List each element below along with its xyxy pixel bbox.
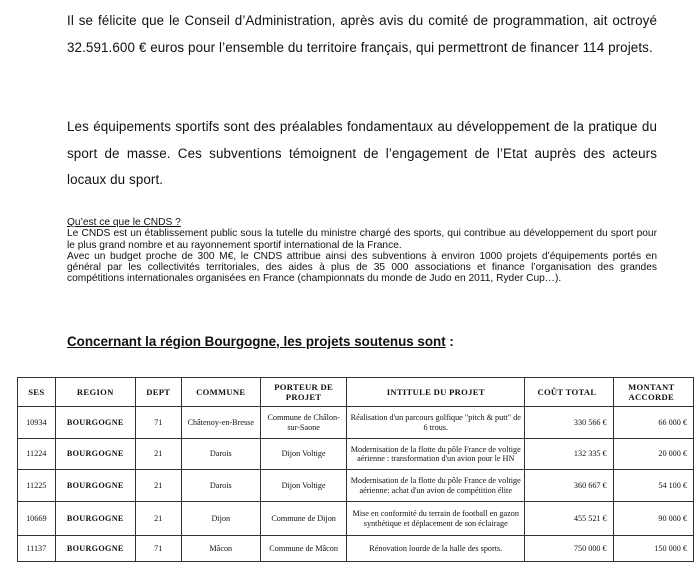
cell-porteur: Dijon Voltige <box>260 470 346 502</box>
cell-montant: 90 000 € <box>613 502 693 536</box>
cell-region: BOURGOGNE <box>55 470 135 502</box>
table-row <box>18 502 694 536</box>
header-ses: SES <box>18 378 56 407</box>
header-montant: MONTANT ACCORDE <box>613 378 693 407</box>
paragraph-equipment: Les équipements sportifs sont des préalables fondamentaux au développement de la pratique du sport de masse. Ces subventions témoignent de l’engagement de l’Etat auprès des acteurs locaux du sport. <box>67 119 657 187</box>
cell-porteur: Commune de Dijon <box>260 502 346 536</box>
header-porteur: PORTEUR DE PROJET <box>260 378 346 407</box>
region-heading <box>67 334 454 349</box>
cell-region: BOURGOGNE <box>55 502 135 536</box>
cell-montant: 20 000 € <box>613 439 693 470</box>
cell-intitule: Rénovation lourde de la halle des sports. <box>347 536 525 562</box>
cell-dept: 21 <box>135 439 181 470</box>
cell-ses: 10669 <box>18 502 56 536</box>
cell-cout: 360 667 € <box>525 470 613 502</box>
cell-ses: 11137 <box>18 536 56 562</box>
cell-intitule: Mise en conformité du terrain de football en gazon synthétique et déplacement de son éclairage <box>347 502 525 536</box>
header-cout: COÛT TOTAL <box>525 378 613 407</box>
header-intitule: INTITULE DU PROJET <box>347 378 525 407</box>
cell-commune: Darois <box>181 470 260 502</box>
cnds-title: Qu’est ce que le CNDS ? <box>67 217 181 228</box>
cell-cout: 330 566 € <box>525 407 613 439</box>
cell-ses: 11224 <box>18 439 56 470</box>
cell-porteur: Commune de Mâcon <box>260 536 346 562</box>
cnds-budget: Avec un budget proche de 300 M€, le CNDS attribue ainsi des subventions à environ 1000 projets d’équipements portés en général par les collectivités territoriales, des aides à plus de 35 000 associations et finance l’organisation des grandes compétitions internationales organisées en France (championnats du monde de Judo en 2011, Ryder Cup…). <box>67 250 657 285</box>
table-row <box>18 470 694 502</box>
cell-commune: Mâcon <box>181 536 260 562</box>
header-dept: DEPT <box>135 378 181 407</box>
header-commune: COMMUNE <box>181 378 260 407</box>
cell-dept: 21 <box>135 502 181 536</box>
cell-commune: Dijon <box>181 502 260 536</box>
cell-montant: 66 000 € <box>613 407 693 439</box>
cell-cout: 750 000 € <box>525 536 613 562</box>
cnds-info-box <box>67 217 657 285</box>
cell-intitule: Modernisation de la flotte du pôle France de voltige aérienne: achat d'un avion de compétition élite <box>347 470 525 502</box>
projects-table <box>17 377 694 562</box>
cell-cout: 455 521 € <box>525 502 613 536</box>
cell-region: BOURGOGNE <box>55 439 135 470</box>
table-row <box>18 536 694 562</box>
cell-ses: 11225 <box>18 470 56 502</box>
cell-dept: 21 <box>135 470 181 502</box>
table-row <box>18 407 694 439</box>
cell-dept: 71 <box>135 407 181 439</box>
header-region: REGION <box>55 378 135 407</box>
table-row <box>18 439 694 470</box>
cell-dept: 71 <box>135 536 181 562</box>
cell-montant: 150 000 € <box>613 536 693 562</box>
cell-commune: Châtenoy-en-Bresse <box>181 407 260 439</box>
cell-region: BOURGOGNE <box>55 407 135 439</box>
region-heading-colon: : <box>445 334 454 349</box>
cell-intitule: Modernisation de la flotte du pôle France de voltige aérienne : transformation d'un avion pour le HN <box>347 439 525 470</box>
paragraph-funding: Il se félicite que le Conseil d’Administration, après avis du comité de programmation, ait octroyé 32.591.600 € euros pour l’ensemble du territoire français, qui permettront de financer 114 projets. <box>67 13 657 55</box>
cell-commune: Darois <box>181 439 260 470</box>
cell-montant: 54 100 € <box>613 470 693 502</box>
cell-ses: 10934 <box>18 407 56 439</box>
table-header-row <box>18 378 694 407</box>
cell-region: BOURGOGNE <box>55 536 135 562</box>
cell-porteur: Dijon Voltige <box>260 439 346 470</box>
cell-porteur: Commune de Châlon-sur-Saone <box>260 407 346 439</box>
cell-intitule: Réalisation d'un parcours golfique "pitch & putt" de 6 trous. <box>347 407 525 439</box>
region-heading-text: Concernant la région Bourgogne, les projets soutenus sont <box>67 334 446 349</box>
cnds-description: Le CNDS est un établissement public sous la tutelle du ministre chargé des sports, qui contribue au développement du sport pour le plus grand nombre et au rayonnement sportif international de la France. <box>67 228 657 251</box>
cell-cout: 132 335 € <box>525 439 613 470</box>
